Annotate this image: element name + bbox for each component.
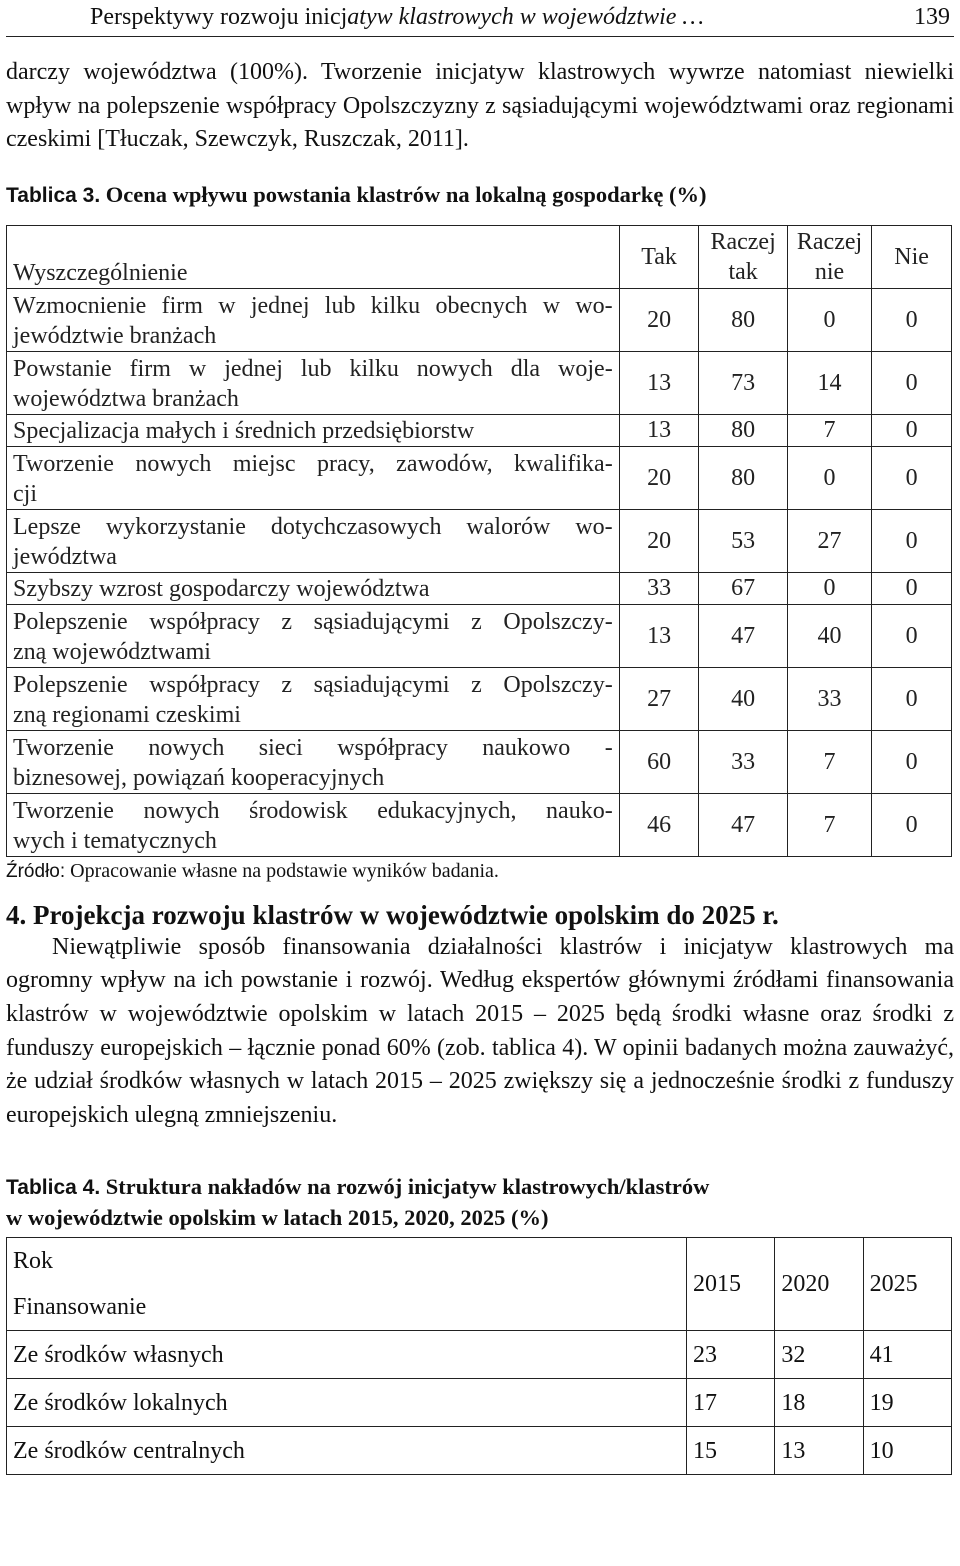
table3-header-desc: Wyszczególnienie <box>7 225 620 288</box>
section-paragraph: Niewątpliwie sposób finansowania działalności klastrów i inicjatyw klastrowych ma ogromny wpływ na ich powstanie i rozwój. Według ekspertów głównymi źródłami finansowania klastrów w województwie opolskim w latach 2015 – 2025 będą środki własne oraz środki z funduszy europejskich – łącznie ponad 60% (zob. tablica 4). W opinii badanych można zauważyć, że udział środków własnych w latach 2015 – 2025 zwiększy się a jednocześnie środki z funduszy europejskich ulegną zmniejszeniu. <box>6 933 954 1128</box>
table3-header-row <box>7 225 952 288</box>
running-header-title: Perspektywy rozwoju inicjatyw klastrowych w województwie … <box>90 4 704 30</box>
table3-cell-raczej-nie: 7 <box>787 414 871 446</box>
table3-cell-raczej-tak: 33 <box>699 730 787 793</box>
table4-cell: 17 <box>686 1379 774 1427</box>
table4-row <box>7 1427 952 1475</box>
table3-cell-raczej-tak: 73 <box>699 351 787 414</box>
table3-row-label: Polepszenie współpracy z sąsiadującymi z Opolszczy- zną regionami czeskimi <box>7 667 620 730</box>
table3-row <box>7 572 952 604</box>
table3-row-label: Wzmocnienie firm w jednej lub kilku obecnych w wo- jewództwie branżach <box>7 288 620 351</box>
table3-row-label: Specjalizacja małych i średnich przedsiębiorstw <box>7 414 620 446</box>
table4-body <box>7 1331 952 1475</box>
table3-source: Źródło: Opracowanie własne na podstawie wyników badania. <box>6 859 499 882</box>
table4-cell: 19 <box>863 1379 951 1427</box>
table3-cell-raczej-nie: 0 <box>787 446 871 509</box>
table4-header-year: 2015 <box>686 1238 774 1331</box>
table4-cell: 32 <box>775 1331 863 1379</box>
table3-cell-raczej-nie: 40 <box>787 604 871 667</box>
table3-cell-raczej-tak: 40 <box>699 667 787 730</box>
table3-cell-raczej-tak: 80 <box>699 446 787 509</box>
table3-header-tak: Tak <box>619 225 699 288</box>
table3-title: Ocena wpływu powstania klastrów na lokalną gospodarkę (%) <box>105 181 707 207</box>
table3-row <box>7 667 952 730</box>
table3-caption <box>6 180 954 211</box>
document-page <box>6 0 954 1475</box>
table3-cell-raczej-nie: 7 <box>787 793 871 856</box>
table4-header-rok: Rok <box>13 1248 54 1275</box>
table3-cell-tak: 20 <box>619 509 699 572</box>
table4-header-desc <box>7 1238 687 1331</box>
table3-row <box>7 604 952 667</box>
table3-header-raczej-nie: Raczej nie <box>787 225 871 288</box>
table4-header-year: 2020 <box>775 1238 863 1331</box>
table3-header-nie: Nie <box>872 225 952 288</box>
table3-cell-nie: 0 <box>872 572 952 604</box>
table3-cell-tak: 13 <box>619 414 699 446</box>
table3-cell-raczej-nie: 0 <box>787 572 871 604</box>
table3-cell-raczej-tak: 80 <box>699 414 787 446</box>
table3-cell-tak: 33 <box>619 572 699 604</box>
table3-cell-nie: 0 <box>872 730 952 793</box>
table4-cell: 13 <box>775 1427 863 1475</box>
table3-row <box>7 446 952 509</box>
table3-row-label: Szybszy wzrost gospodarczy województwa <box>7 572 620 604</box>
table3-row <box>7 414 952 446</box>
table4-caption <box>6 1172 954 1233</box>
table3-row-label: Tworzenie nowych miejsc pracy, zawodów, kwalifika- cji <box>7 446 620 509</box>
table3-row-label: Polepszenie współpracy z sąsiadującymi z Opolszczy- zną województwami <box>7 604 620 667</box>
table4-header-year: 2025 <box>863 1238 951 1331</box>
table3-row-label: Tworzenie nowych sieci współpracy naukowo - biznesowej, powiązań kooperacyjnych <box>7 730 620 793</box>
table3-cell-nie: 0 <box>872 351 952 414</box>
table4-row-label: Ze środków centralnych <box>7 1427 687 1475</box>
table3-cell-tak: 13 <box>619 604 699 667</box>
table4-row-label: Ze środków lokalnych <box>7 1379 687 1427</box>
table4-title-line2: w województwie opolskim w latach 2015, 2020, 2025 (%) <box>6 1205 549 1231</box>
table3-row <box>7 730 952 793</box>
table3-cell-raczej-nie: 0 <box>787 288 871 351</box>
table3-cell-raczej-tak: 67 <box>699 572 787 604</box>
table4-cell: 10 <box>863 1427 951 1475</box>
table3-row <box>7 509 952 572</box>
table4-cell: 41 <box>863 1331 951 1379</box>
table4-cell: 23 <box>686 1331 774 1379</box>
table3-cell-nie: 0 <box>872 509 952 572</box>
table4-cell: 15 <box>686 1427 774 1475</box>
table3-row <box>7 793 952 856</box>
table3-body <box>7 288 952 856</box>
table4-row <box>7 1331 952 1379</box>
table3-cell-nie: 0 <box>872 288 952 351</box>
table3-cell-raczej-nie: 7 <box>787 730 871 793</box>
table3-cell-raczej-tak: 47 <box>699 793 787 856</box>
table4-row <box>7 1379 952 1427</box>
table3-cell-tak: 20 <box>619 288 699 351</box>
table3-cell-raczej-tak: 53 <box>699 509 787 572</box>
table3-row <box>7 351 952 414</box>
table3-row <box>7 288 952 351</box>
table4-cell: 18 <box>775 1379 863 1427</box>
table3-row-label: Powstanie firm w jednej lub kilku nowych dla woje- województwa branżach <box>7 351 620 414</box>
page-number: 139 <box>914 4 950 30</box>
table3 <box>6 225 952 857</box>
running-header <box>6 2 954 37</box>
table3-header-raczej-tak: Raczej tak <box>699 225 787 288</box>
table4-title-line1: Struktura nakładów na rozwój inicjatyw klastrowych/klastrów <box>105 1174 710 1200</box>
intro-paragraph: darczy województwa (100%). Tworzenie inicjatyw klastrowych wywrze natomiast niewielki wpływ na polepszenie współpracy Opolszczyzny z sąsiadującymi województwami oraz regionami czeskimi [Tłuczak, Szewczyk, Ruszczak, 2011]. <box>6 59 954 153</box>
table3-cell-tak: 13 <box>619 351 699 414</box>
table3-cell-raczej-nie: 27 <box>787 509 871 572</box>
table3-cell-tak: 27 <box>619 667 699 730</box>
table3-cell-tak: 60 <box>619 730 699 793</box>
table3-cell-raczej-nie: 14 <box>787 351 871 414</box>
table4-label: Tablica 4. <box>6 1176 101 1200</box>
table4 <box>6 1237 952 1475</box>
table3-cell-tak: 46 <box>619 793 699 856</box>
table3-row-label: Lepsze wykorzystanie dotychczasowych walorów wo- jewództwa <box>7 509 620 572</box>
table4-row-label: Ze środków własnych <box>7 1331 687 1379</box>
table3-cell-raczej-tak: 47 <box>699 604 787 667</box>
table3-cell-raczej-tak: 80 <box>699 288 787 351</box>
table3-row-label: Tworzenie nowych środowisk edukacyjnych, nauko- wych i tematycznych <box>7 793 620 856</box>
table4-header-row <box>7 1238 952 1331</box>
table3-cell-nie: 0 <box>872 414 952 446</box>
table3-cell-nie: 0 <box>872 667 952 730</box>
section-heading: 4. Projekcja rozwoju klastrów w województwie opolskim do 2025 r. <box>6 899 779 930</box>
table3-cell-nie: 0 <box>872 604 952 667</box>
table3-cell-nie: 0 <box>872 793 952 856</box>
table3-cell-raczej-nie: 33 <box>787 667 871 730</box>
table4-header-finansowanie: Finansowanie <box>13 1294 147 1321</box>
table3-cell-tak: 20 <box>619 446 699 509</box>
table3-cell-nie: 0 <box>872 446 952 509</box>
table3-label: Tablica 3. <box>6 183 101 207</box>
